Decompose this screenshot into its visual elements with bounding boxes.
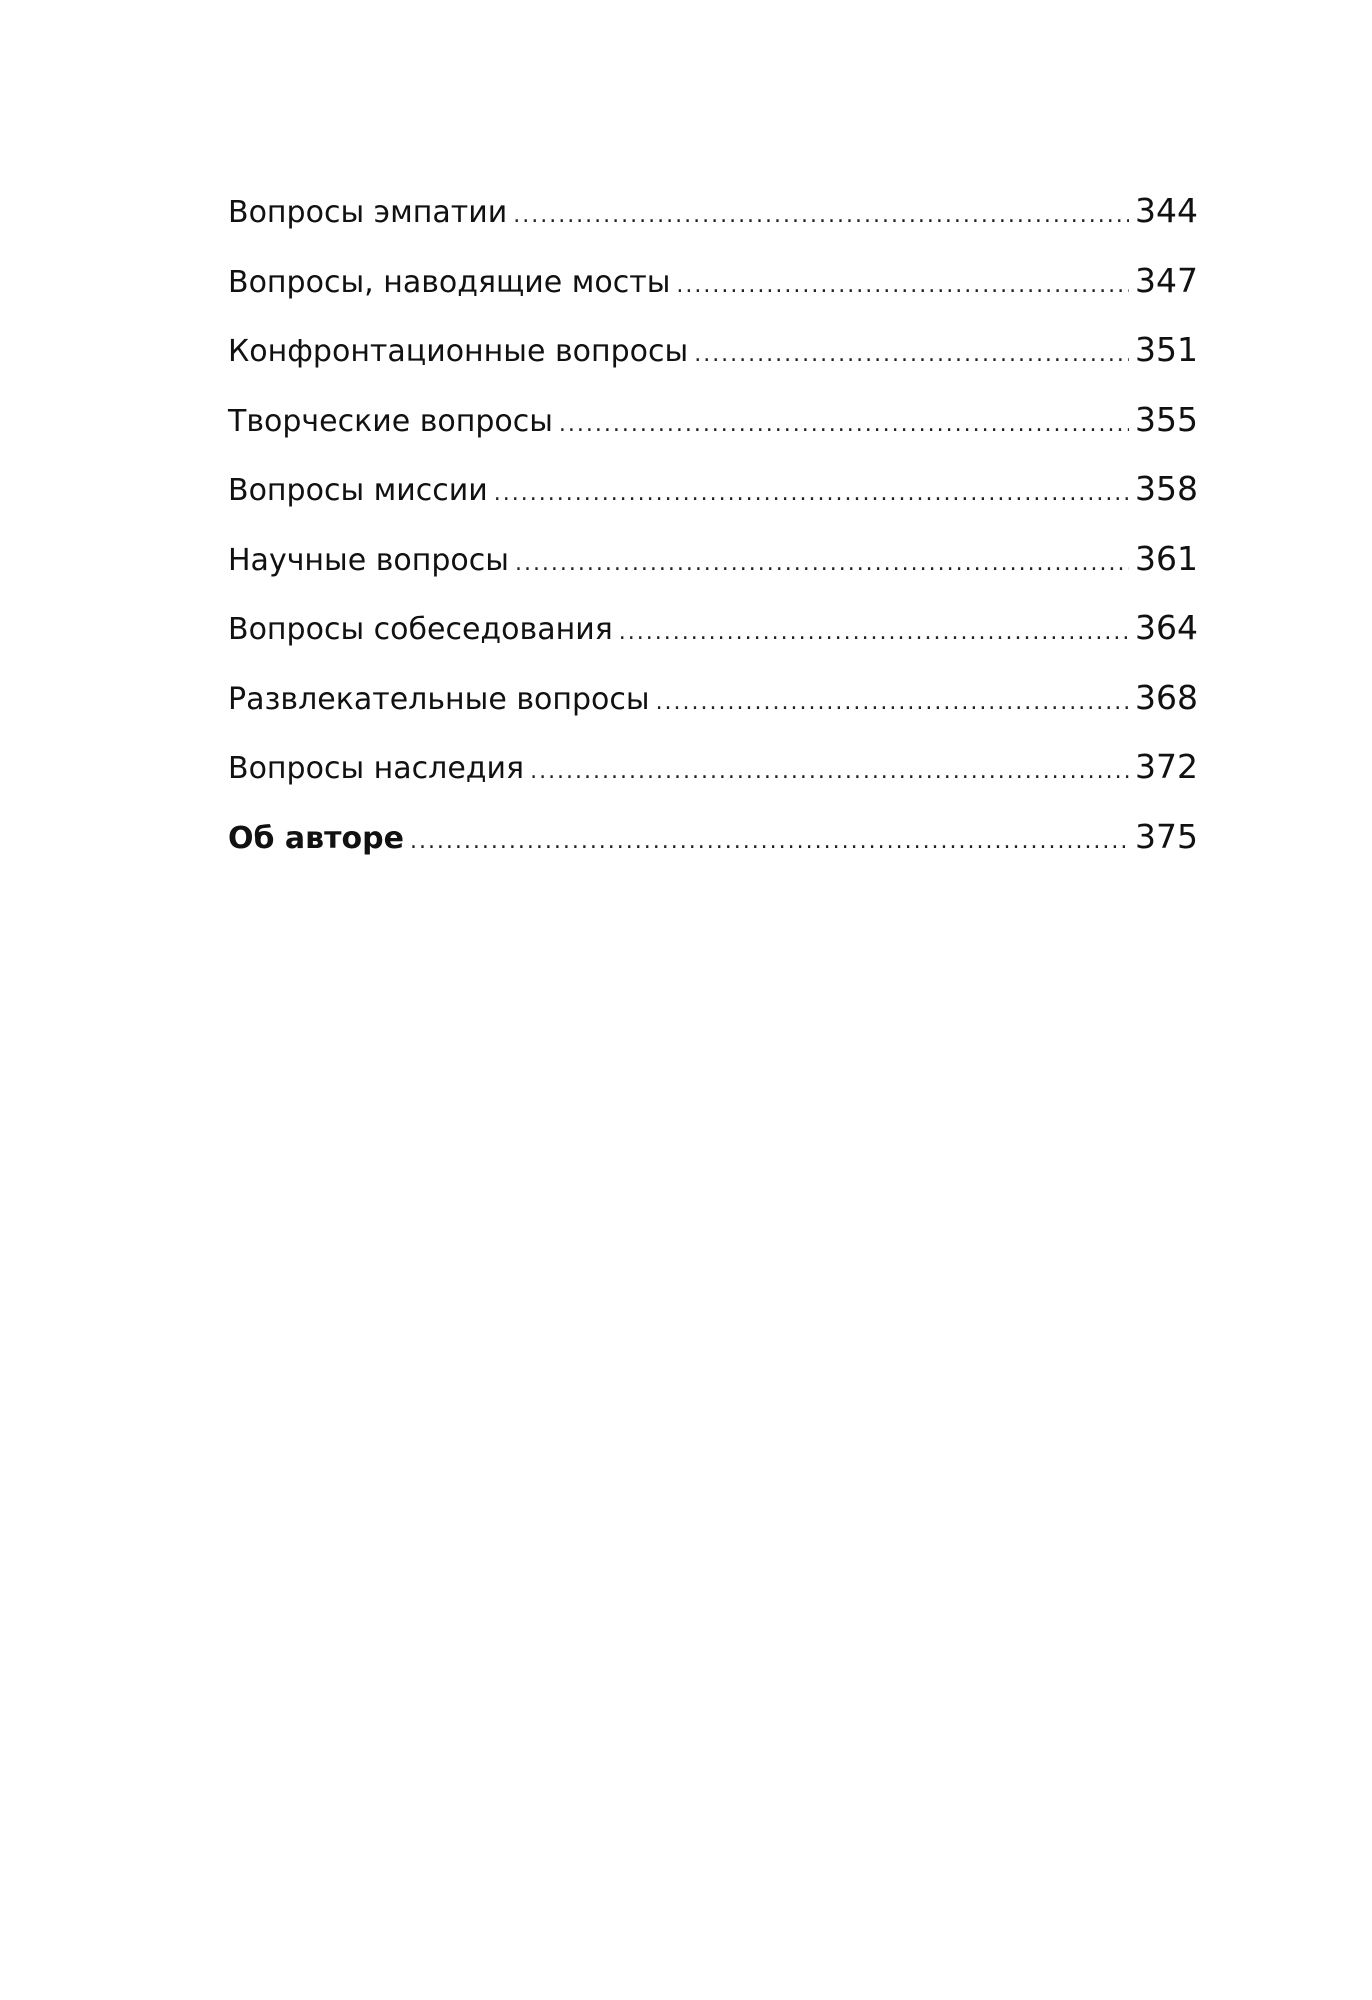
toc-entry-title: Научные вопросы	[228, 542, 509, 578]
toc-entry-title: Творческие вопросы	[228, 403, 553, 439]
toc-entry-page-number: 358	[1135, 469, 1198, 508]
toc-dot-leader	[513, 181, 1129, 251]
toc-entry-page-number: 355	[1135, 399, 1198, 439]
toc-entry-mission-questions[interactable]	[228, 454, 1198, 524]
toc-dot-leader	[410, 807, 1129, 877]
toc-entry-confrontational-questions[interactable]	[228, 315, 1198, 385]
toc-entry-title: Вопросы собеседования	[228, 612, 613, 647]
toc-dot-leader	[494, 459, 1129, 529]
toc-dot-leader	[515, 529, 1129, 599]
toc-entry-empathy-questions[interactable]	[228, 176, 1198, 246]
toc-entry-title: Вопросы наследия	[228, 751, 525, 786]
toc-entry-title: Вопросы миссии	[228, 473, 488, 508]
toc-dot-leader	[619, 598, 1129, 668]
toc-entry-about-author[interactable]	[228, 802, 1198, 872]
toc-entry-page-number: 372	[1135, 747, 1198, 786]
toc-entry-page-number: 344	[1135, 191, 1198, 230]
toc-entry-title: Конфронтационные вопросы	[228, 334, 689, 369]
toc-entry-legacy-questions[interactable]	[228, 732, 1198, 802]
toc-entry-page-number: 347	[1135, 260, 1198, 300]
toc-entry-interview-questions[interactable]	[228, 593, 1198, 663]
toc-entry-creative-questions[interactable]	[228, 385, 1198, 455]
table-of-contents	[228, 176, 1198, 871]
toc-dot-leader	[559, 390, 1129, 460]
toc-dot-leader	[530, 737, 1129, 807]
toc-entry-title: Об авторе	[228, 820, 404, 856]
toc-dot-leader	[694, 320, 1129, 390]
toc-entry-title: Развлекательные вопросы	[228, 681, 650, 717]
toc-entry-page-number: 351	[1135, 330, 1198, 369]
toc-entry-bridging-questions[interactable]	[228, 246, 1198, 316]
toc-dot-leader	[656, 668, 1129, 738]
toc-entry-title: Вопросы, наводящие мосты	[228, 264, 671, 300]
toc-dot-leader	[676, 251, 1129, 321]
toc-entry-page-number: 364	[1135, 608, 1198, 647]
toc-entry-title: Вопросы эмпатии	[228, 195, 508, 230]
toc-entry-page-number: 361	[1135, 538, 1198, 578]
toc-entry-entertaining-questions[interactable]	[228, 663, 1198, 733]
toc-entry-scientific-questions[interactable]	[228, 524, 1198, 594]
toc-entry-page-number: 368	[1135, 677, 1198, 717]
toc-entry-page-number: 375	[1135, 816, 1198, 856]
